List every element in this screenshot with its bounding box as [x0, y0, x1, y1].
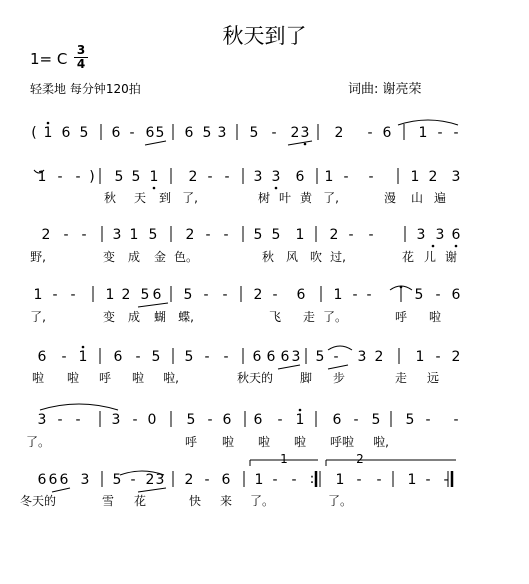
- lyric: 了,: [30, 310, 46, 324]
- note: 2: [185, 227, 195, 243]
- dash: -: [81, 227, 87, 243]
- note: 3: [416, 227, 426, 243]
- note: 3: [435, 227, 445, 243]
- dash: -: [277, 412, 283, 428]
- dash: -: [453, 125, 459, 141]
- lyric: 了。: [249, 494, 275, 508]
- note: 6: [113, 349, 123, 365]
- note: 5: [148, 227, 158, 243]
- dash: -: [135, 349, 141, 365]
- lyric: 啦,: [373, 435, 389, 449]
- note: 1: [78, 349, 88, 365]
- lyric: 秋天的: [236, 371, 274, 385]
- lyric: 远: [426, 371, 440, 385]
- note: 1: [129, 227, 139, 243]
- note: 6: [221, 472, 231, 488]
- note: 5: [114, 169, 124, 185]
- note: 2: [374, 349, 384, 365]
- dash: -: [368, 169, 374, 185]
- note: 3: [80, 472, 90, 488]
- low-octave-dot: [304, 143, 307, 146]
- tie: [40, 404, 118, 410]
- dash: -: [223, 227, 229, 243]
- note: 5: [183, 287, 193, 303]
- note: 3: [271, 169, 281, 185]
- lyric: 冬天的: [19, 494, 57, 508]
- note: 1: [149, 169, 159, 185]
- lyric: 飞: [268, 310, 282, 324]
- note: 1: [335, 472, 345, 488]
- dash: -: [368, 227, 374, 243]
- dash: -: [437, 125, 443, 141]
- dash: -: [70, 287, 76, 303]
- lyric: 山: [410, 191, 424, 205]
- lyric: 快: [188, 494, 202, 508]
- note: 6: [184, 125, 194, 141]
- lyric: 风: [285, 250, 299, 264]
- note: 2: [334, 125, 344, 141]
- note: 2: [145, 472, 155, 488]
- note: 5: [112, 472, 122, 488]
- note: 3: [37, 412, 47, 428]
- lyric: 啦: [293, 435, 307, 449]
- dash: -: [61, 349, 67, 365]
- beam-underline: [138, 488, 166, 492]
- lyric: 树: [257, 191, 271, 205]
- note: 3: [300, 125, 310, 141]
- key-signature: 1= C: [30, 50, 68, 68]
- lyric: 成: [127, 310, 141, 324]
- note: 1: [295, 227, 305, 243]
- note: 6: [280, 349, 290, 365]
- note: 6: [37, 349, 47, 365]
- dash: -: [425, 412, 431, 428]
- note: 1: [407, 472, 417, 488]
- note: 5: [271, 227, 281, 243]
- dash: -: [333, 349, 339, 365]
- note: 3: [357, 349, 367, 365]
- dash: -: [204, 472, 210, 488]
- dash: -: [443, 472, 449, 488]
- note: 5: [79, 125, 89, 141]
- dash: -: [435, 287, 441, 303]
- dash: -: [204, 349, 210, 365]
- note: 1: [324, 169, 334, 185]
- note: 2: [188, 169, 198, 185]
- dash: -: [57, 169, 63, 185]
- note: 1: [295, 412, 305, 428]
- lyric: 了,: [182, 191, 198, 205]
- note: 5: [140, 287, 150, 303]
- composer-credit: 词曲: 谢亮荣: [348, 82, 422, 97]
- dash: -: [75, 412, 81, 428]
- note: 3: [111, 412, 121, 428]
- dash: -: [132, 412, 138, 428]
- lyric: 黄: [299, 191, 313, 205]
- lyric: 色。: [173, 250, 199, 264]
- low-octave-dot: [153, 187, 156, 190]
- note: 6: [266, 349, 276, 365]
- lyric: 啦: [221, 435, 235, 449]
- dash: -: [75, 169, 81, 185]
- lyric: 谢: [444, 250, 458, 264]
- note: 5: [202, 125, 212, 141]
- dash: -: [435, 349, 441, 365]
- lyric: 来: [219, 494, 233, 508]
- note: 2: [329, 227, 339, 243]
- note: 5: [249, 125, 259, 141]
- dash: -: [224, 169, 230, 185]
- note: 5: [315, 349, 325, 365]
- note: 1: [43, 125, 53, 141]
- lyric: 儿: [423, 250, 437, 264]
- dash: -: [203, 287, 209, 303]
- note: 3: [291, 349, 301, 365]
- note: 6: [253, 412, 263, 428]
- lyric: 雪: [101, 494, 115, 508]
- high-octave-dot: [47, 122, 50, 125]
- lyric: 了。: [25, 435, 51, 449]
- note: 5: [405, 412, 415, 428]
- lyric: 花: [133, 494, 147, 508]
- note: 6: [145, 125, 155, 141]
- beam-underline: [52, 488, 70, 492]
- note: 5: [151, 349, 161, 365]
- beam-underline: [138, 303, 168, 307]
- tempo-marking: 轻柔地 每分钟120拍: [30, 82, 141, 96]
- low-octave-dot: [275, 187, 278, 190]
- note: 2: [253, 287, 263, 303]
- dash: -: [271, 125, 277, 141]
- dash: -: [291, 472, 297, 488]
- dash: -: [205, 227, 211, 243]
- beam-underline: [145, 141, 166, 145]
- note: 3: [451, 169, 461, 185]
- time-signature-bottom: 4: [76, 57, 86, 71]
- tie: [398, 120, 458, 125]
- dash: -: [52, 287, 58, 303]
- lyric: 蝴: [153, 310, 167, 324]
- note: 5: [155, 125, 165, 141]
- note: 6: [451, 287, 461, 303]
- dash: -: [57, 412, 63, 428]
- note: 5: [253, 227, 263, 243]
- note: (: [31, 125, 37, 141]
- lyric: 成: [127, 250, 141, 264]
- dash: -: [376, 472, 382, 488]
- beam-underline: [288, 141, 312, 145]
- lyric: 天: [133, 191, 147, 205]
- note: 1: [37, 169, 47, 185]
- lyric: 脚: [299, 371, 313, 385]
- note: 6: [332, 412, 342, 428]
- note: 6: [48, 472, 58, 488]
- note: 6: [111, 125, 121, 141]
- lyric: 秋: [261, 250, 275, 264]
- lyric: 啦: [31, 371, 45, 385]
- lyric: 呼: [184, 435, 198, 449]
- dash: -: [425, 472, 431, 488]
- note: 1: [254, 472, 264, 488]
- dash: -: [130, 472, 136, 488]
- note: 2: [451, 349, 461, 365]
- note: 2: [290, 125, 300, 141]
- lyric: 步: [332, 371, 346, 385]
- note: 5: [186, 412, 196, 428]
- low-octave-dot: [455, 245, 458, 248]
- lyric: 叶: [278, 191, 292, 205]
- note: 3: [155, 472, 165, 488]
- lyric: 走: [394, 371, 408, 385]
- note: 5: [371, 412, 381, 428]
- high-octave-dot: [299, 409, 302, 412]
- note: ): [89, 169, 95, 185]
- dash: -: [367, 125, 373, 141]
- dash: -: [63, 227, 69, 243]
- beam-underline: [278, 365, 300, 369]
- lyric: 呼: [394, 310, 408, 324]
- note: 2: [121, 287, 131, 303]
- note: 6: [296, 287, 306, 303]
- dash: -: [207, 412, 213, 428]
- note: 6: [37, 472, 47, 488]
- lyric: 遍: [433, 191, 447, 205]
- dash: -: [223, 349, 229, 365]
- lyric: 走: [302, 310, 316, 324]
- lyric: 啦: [131, 371, 145, 385]
- lyric: 啦: [66, 371, 80, 385]
- lyric: 了。: [322, 310, 348, 324]
- dash: -: [348, 227, 354, 243]
- note: 0: [147, 412, 157, 428]
- lyric: 变: [102, 250, 116, 264]
- dash: -: [272, 472, 278, 488]
- dash: -: [352, 287, 358, 303]
- dash: -: [207, 169, 213, 185]
- note: 5: [184, 349, 194, 365]
- lyric: 呼: [98, 371, 112, 385]
- slur: [328, 346, 352, 350]
- note: 5: [414, 287, 424, 303]
- dash: -: [366, 287, 372, 303]
- note: 1: [333, 287, 343, 303]
- note: 2: [41, 227, 51, 243]
- lyric: 野,: [30, 250, 46, 264]
- note: 6: [295, 169, 305, 185]
- lyric: 漫: [383, 191, 397, 205]
- note: 6: [222, 412, 232, 428]
- high-octave-dot: [82, 346, 85, 349]
- volta-2-number: 2: [356, 452, 364, 466]
- low-octave-dot: [432, 245, 435, 248]
- lyric: 呼啦: [329, 435, 355, 449]
- lyric: 到: [158, 191, 172, 205]
- lyric: 吹: [309, 250, 323, 264]
- lyric: 变: [102, 310, 116, 324]
- lyric: 啦: [428, 310, 442, 324]
- note: 6: [59, 472, 69, 488]
- song-title: 秋天到了: [222, 24, 307, 48]
- note: 3: [253, 169, 263, 185]
- note: 6: [252, 349, 262, 365]
- time-signature-top: 3: [76, 43, 86, 57]
- note: 1: [415, 349, 425, 365]
- lyric: 啦: [257, 435, 271, 449]
- dash: -: [272, 287, 278, 303]
- repeat-dots: :: [309, 471, 315, 487]
- dash: -: [222, 287, 228, 303]
- note: 5: [131, 169, 141, 185]
- note: 6: [61, 125, 71, 141]
- note: 1: [410, 169, 420, 185]
- lyric: 花: [401, 250, 415, 264]
- beam-underline: [328, 365, 348, 369]
- lyric: 金: [153, 250, 167, 264]
- lyric: 过,: [330, 250, 346, 264]
- volta-1-number: 1: [280, 452, 288, 466]
- dash: -: [129, 125, 135, 141]
- note: 1: [105, 287, 115, 303]
- note: 3: [217, 125, 227, 141]
- note: 2: [428, 169, 438, 185]
- note: 2: [184, 472, 194, 488]
- lyric: 了,: [323, 191, 339, 205]
- lyric: 了。: [327, 494, 353, 508]
- note: 6: [382, 125, 392, 141]
- fermata-dot: [400, 286, 403, 289]
- note: 6: [451, 227, 461, 243]
- note: 1: [418, 125, 428, 141]
- dash: -: [356, 472, 362, 488]
- note: 3: [112, 227, 122, 243]
- note: 6: [152, 287, 162, 303]
- dash: -: [343, 169, 349, 185]
- lyric: 啦,: [163, 371, 179, 385]
- dash: -: [453, 412, 459, 428]
- lyric: 秋: [103, 191, 117, 205]
- note: 1: [33, 287, 43, 303]
- dash: -: [353, 412, 359, 428]
- lyric: 蝶,: [178, 310, 194, 324]
